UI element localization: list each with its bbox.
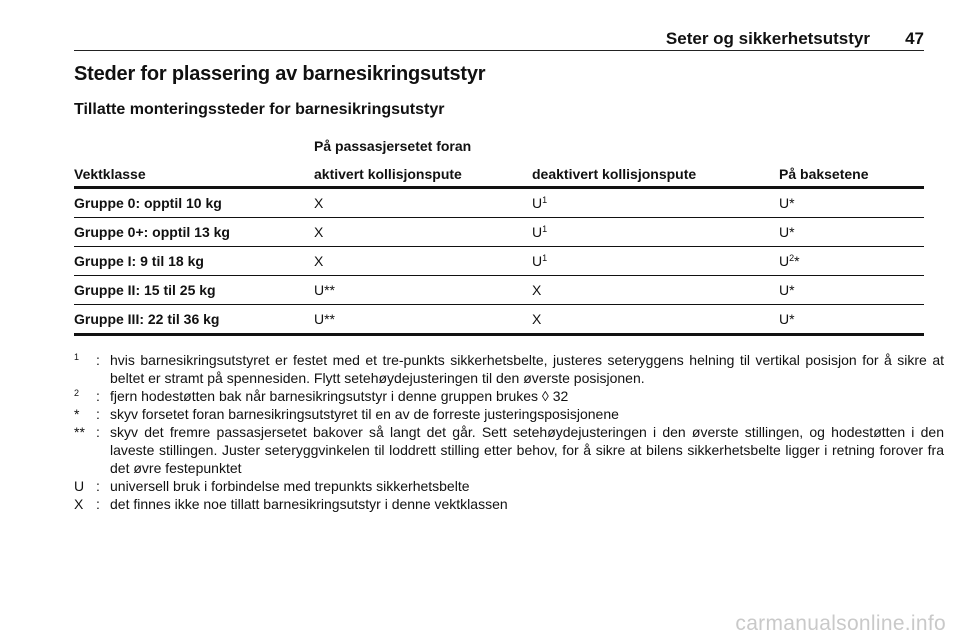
table-header xyxy=(74,132,924,189)
footnote-x: X : det finnes ikke noe tillatt barnesikringsutstyr i denne vektklassen xyxy=(74,495,944,513)
footnote-double-star: ** : skyv det fremre passasjersetet bakover så langt det går. Sett setehøydejusteringen i den øverste stillingen, og hodestøtten i den laveste stillingen. Juster seteryggvinkelen til loddrett stilling etter behov, for å sikre at bilens sikkerhetsbelte ligger i retning forover fra det øvre festepunktet xyxy=(74,424,944,476)
airbag-on-cell: X xyxy=(314,224,324,240)
rear-seat-cell: $U^2*$ xyxy=(779,253,800,269)
rear-seat-cell: U* xyxy=(779,282,795,298)
footnote-text: fjern hodestøtten bak når barnesikringsutstyr i denne gruppen brukes ◊ 32 xyxy=(110,388,569,404)
rear-seat-cell: U* xyxy=(779,195,795,211)
footnote-text: det finnes ikke noe tillatt barnesikringsutstyr i denne vektklassen xyxy=(110,496,508,512)
section-title: Seter og sikkerhetsutstyr xyxy=(665,29,870,48)
airbag-on-cell: X xyxy=(314,195,324,211)
weight-class-cell: Gruppe II: 15 til 25 kg xyxy=(74,282,216,298)
footnote-2: 2 : fjern hodestøtten bak når barnesikringsutstyr i denne gruppen brukes ◊ 32 xyxy=(74,387,944,405)
watermark: carmanualsonline.info xyxy=(735,612,946,635)
page-heading: Steder for plassering av barnesikringsutstyr xyxy=(74,63,486,85)
airbag-off-cell: $U^1$ xyxy=(532,253,548,269)
table-row xyxy=(74,305,924,336)
footnote-text: skyv forsetet foran barnesikringsutstyret til en av de forreste justeringsposisjonene xyxy=(110,406,619,422)
rear-seat-cell: U* xyxy=(779,311,795,327)
footnote-mark: * xyxy=(74,406,80,422)
footnote-mark: U xyxy=(74,478,85,494)
weight-class-cell: Gruppe I: 9 til 18 kg xyxy=(74,253,204,269)
footnote-mark: ** xyxy=(74,424,85,440)
table-row xyxy=(74,189,924,218)
table-row xyxy=(74,218,924,247)
footnote-mark: 2 xyxy=(74,388,80,398)
weight-class-cell: Gruppe 0+: opptil 13 kg xyxy=(74,224,230,240)
footnote-mark: 1 xyxy=(74,352,80,362)
footnotes xyxy=(74,351,944,513)
airbag-on-cell: X xyxy=(314,253,324,269)
footnote-star: * : skyv forsetet foran barnesikringsutstyret til en av de forreste justeringsposisjonene xyxy=(74,405,944,423)
airbag-on-cell: U** xyxy=(314,282,336,298)
header-airbag-off: deaktivert kollisjonspute xyxy=(532,166,697,182)
child-seat-table xyxy=(74,132,924,336)
airbag-off-cell: $U^1$ xyxy=(532,224,548,240)
weight-class-cell: Gruppe 0: opptil 10 kg xyxy=(74,195,222,211)
footnote-text: universell bruk i forbindelse med trepunkts sikkerhetsbelte xyxy=(110,478,470,494)
airbag-off-cell: X xyxy=(532,311,542,327)
airbag-on-cell: U** xyxy=(314,311,336,327)
footnote-mark: X xyxy=(74,496,84,512)
footnote-1: 1 : hvis barnesikringsutstyret er festet med et tre-punkts sikkerhetsbelte, justeres seteryggens helning til vertikal posisjon for å sikre at beltet er stramt på spennesiden. Flytt setehøydejusteringen til den øverste posisjonen. xyxy=(74,351,944,387)
footnote-text: hvis barnesikringsutstyret er festet med et tre-punkts sikkerhetsbelte, justeres seteryggens helning til vertikal posisjon for å sikre at beltet er stramt på spennesiden. Flytt setehøydejusteringen til den øverste posisjonen. xyxy=(110,352,944,386)
table-row xyxy=(74,276,924,305)
header-weight-class: Vektklasse xyxy=(74,166,146,182)
footnote-u: U : universell bruk i forbindelse med trepunkts sikkerhetsbelte xyxy=(74,477,944,495)
rear-seat-cell: U* xyxy=(779,224,795,240)
header-front-passenger-seat: På passasjersetet foran xyxy=(314,138,472,154)
header-airbag-on: aktivert kollisjonspute xyxy=(314,166,462,182)
page-header xyxy=(74,26,924,51)
airbag-off-cell: $U^1$ xyxy=(532,195,548,211)
page-number: 47 xyxy=(905,29,924,48)
footnote-text: skyv det fremre passasjersetet bakover så langt det går. Sett setehøydejusteringen i den øverste stillingen, og hodestøtten i den laveste stillingen. Juster seteryggvinkelen til loddrett stilling etter behov, for å sikre at bilens sikkerhetsbelte ligger i retning forover fra det øvre festepunktet xyxy=(110,424,944,476)
airbag-off-cell: X xyxy=(532,282,542,298)
weight-class-cell: Gruppe III: 22 til 36 kg xyxy=(74,311,220,327)
table-row xyxy=(74,247,924,276)
page-subheading: Tillatte monteringssteder for barnesikringsutstyr xyxy=(74,101,445,118)
header-rear-seats: På baksetene xyxy=(779,166,869,182)
